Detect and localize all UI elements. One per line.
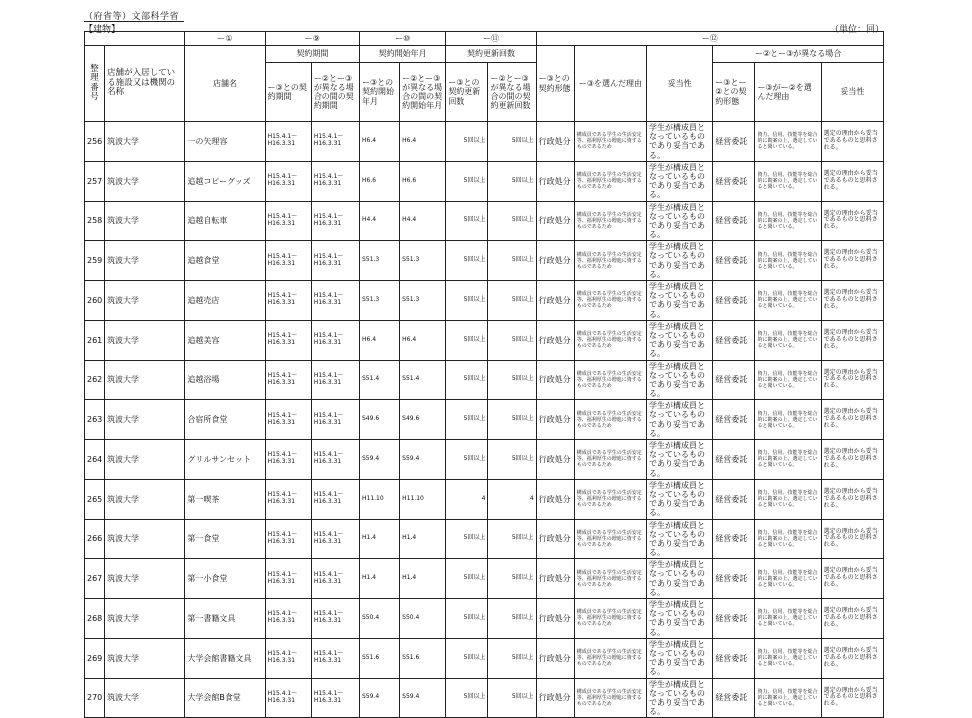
table-row	[85, 281, 884, 321]
cell-form: 行政処分	[536, 559, 574, 599]
cell-s1: H6.6	[360, 161, 400, 201]
cell-dform: 経営委託	[713, 320, 755, 360]
cell-shop: 大学会館書籍文具	[185, 638, 265, 678]
table-row	[85, 360, 884, 400]
cell-dvalid: 選定の理由から妥当であるものと思料される。	[821, 519, 883, 559]
cell-org: 筑波大学	[105, 281, 185, 321]
col-header-r1: ー③との契約更新回数	[446, 63, 488, 122]
cell-r1: 5回以上	[446, 241, 488, 281]
cell-r2: 5回以上	[488, 400, 536, 440]
header-row-mid	[85, 46, 884, 63]
blank-header-cell	[85, 32, 185, 46]
cell-p1: H15.4.1～H16.3.31	[265, 638, 311, 678]
cell-valid: 学生が構成員となっているものであり妥当である。	[647, 519, 713, 559]
cell-reason: 構成員である学生の生活安定等、福利厚生の増進に資するものであるため	[574, 678, 646, 718]
cell-p2: H15.4.1～H16.3.31	[311, 400, 359, 440]
cell-dform: 経営委託	[713, 479, 755, 519]
cell-s1: S50.4	[360, 599, 400, 639]
cell-reason: 構成員である学生の生活安定等、福利厚生の増進に資するものであるため	[574, 599, 646, 639]
cell-dvalid: 選定の理由から妥当であるものと思料される。	[821, 440, 883, 480]
cell-dform: 経営委託	[713, 559, 755, 599]
cell-no: 258	[85, 201, 105, 241]
cell-org: 筑波大学	[105, 440, 185, 480]
cell-valid: 学生が構成員となっているものであり妥当である。	[647, 241, 713, 281]
cell-shop: グリルサンセット	[185, 440, 265, 480]
cell-form: 行政処分	[536, 320, 574, 360]
cell-valid: 学生が構成員となっているものであり妥当である。	[647, 281, 713, 321]
cell-s1: S49.6	[360, 400, 400, 440]
cell-no: 270	[85, 678, 105, 718]
col-header-s1: ー③との契約開始年月	[360, 63, 400, 122]
col-header-diff: ー②とー③が異なる場合	[713, 46, 884, 63]
table-row	[85, 122, 884, 162]
cell-shop: 大学会館B食堂	[185, 678, 265, 718]
cell-dvalid: 選定の理由から妥当であるものと思料される。	[821, 559, 883, 599]
cell-dreason: 資力、信用、技能等を総合的に勘案の上、選定していると聞いている。	[755, 519, 821, 559]
cell-no: 267	[85, 559, 105, 599]
cell-form: 行政処分	[536, 479, 574, 519]
cell-valid: 学生が構成員となっているものであり妥当である。	[647, 320, 713, 360]
cell-org: 筑波大学	[105, 559, 185, 599]
cell-r2: 5回以上	[488, 360, 536, 400]
cell-valid: 学生が構成員となっているものであり妥当である。	[647, 559, 713, 599]
cell-s2: H4.4	[400, 201, 446, 241]
col-header-c12: ー⑫	[536, 32, 883, 46]
cell-dvalid: 選定の理由から妥当であるものと思料される。	[821, 638, 883, 678]
cell-s1: H6.4	[360, 320, 400, 360]
col-header-renew: 契約更新回数	[446, 46, 536, 63]
cell-dvalid: 選定の理由から妥当であるものと思料される。	[821, 122, 883, 162]
cell-form: 行政処分	[536, 122, 574, 162]
cell-valid: 学生が構成員となっているものであり妥当である。	[647, 479, 713, 519]
cell-dreason: 資力、信用、技能等を総合的に勘案の上、選定していると聞いている。	[755, 241, 821, 281]
cell-s2: S49.6	[400, 400, 446, 440]
cell-shop: 追越売店	[185, 281, 265, 321]
cell-dreason: 資力、信用、技能等を総合的に勘案の上、選定していると聞いている。	[755, 400, 821, 440]
cell-form: 行政処分	[536, 241, 574, 281]
cell-s1: S59.4	[360, 440, 400, 480]
cell-r2: 5回以上	[488, 559, 536, 599]
cell-form: 行政処分	[536, 360, 574, 400]
cell-dreason: 資力、信用、技能等を総合的に勘案の上、選定していると聞いている。	[755, 599, 821, 639]
cell-p2: H15.4.1～H16.3.31	[311, 161, 359, 201]
cell-r1: 5回以上	[446, 201, 488, 241]
cell-p2: H15.4.1～H16.3.31	[311, 519, 359, 559]
cell-reason: 構成員である学生の生活安定等、福利厚生の増進に資するものであるため	[574, 440, 646, 480]
cell-dreason: 資力、信用、技能等を総合的に勘案の上、選定していると聞いている。	[755, 320, 821, 360]
cell-p2: H15.4.1～H16.3.31	[311, 241, 359, 281]
cell-dform: 経営委託	[713, 201, 755, 241]
col-header-period: 契約期間	[265, 46, 359, 63]
cell-form: 行政処分	[536, 440, 574, 480]
cell-r2: 5回以上	[488, 638, 536, 678]
cell-form: 行政処分	[536, 599, 574, 639]
cell-form: 行政処分	[536, 678, 574, 718]
col-header-shop: 店舗名	[185, 46, 265, 122]
cell-s1: S51.3	[360, 281, 400, 321]
cell-dreason: 資力、信用、技能等を総合的に勘案の上、選定していると聞いている。	[755, 638, 821, 678]
cell-r1: 5回以上	[446, 519, 488, 559]
cell-p1: H15.4.1～H16.3.31	[265, 122, 311, 162]
table-row	[85, 440, 884, 480]
cell-dreason: 資力、信用、技能等を総合的に勘案の上、選定していると聞いている。	[755, 678, 821, 718]
cell-no: 256	[85, 122, 105, 162]
cell-dform: 経営委託	[713, 122, 755, 162]
cell-dreason: 資力、信用、技能等を総合的に勘案の上、選定していると聞いている。	[755, 161, 821, 201]
cell-r2: 4	[488, 479, 536, 519]
cell-org: 筑波大学	[105, 400, 185, 440]
cell-dvalid: 選定の理由から妥当であるものと思料される。	[821, 479, 883, 519]
col-header-reason: ー③を選んだ理由	[574, 46, 646, 122]
cell-no: 264	[85, 440, 105, 480]
cell-shop: 追越美容	[185, 320, 265, 360]
cell-s2: S51.4	[400, 360, 446, 400]
col-header-p2: ー②とー③が異なる場合の間の契約期間	[311, 63, 359, 122]
cell-dvalid: 選定の理由から妥当であるものと思料される。	[821, 201, 883, 241]
cell-r1: 5回以上	[446, 320, 488, 360]
cell-valid: 学生が構成員となっているものであり妥当である。	[647, 400, 713, 440]
cell-dreason: 資力、信用、技能等を総合的に勘案の上、選定していると聞いている。	[755, 281, 821, 321]
cell-shop: 第一小食堂	[185, 559, 265, 599]
cell-s1: H4.4	[360, 201, 400, 241]
cell-p1: H15.4.1～H16.3.31	[265, 599, 311, 639]
cell-r1: 5回以上	[446, 400, 488, 440]
table-row	[85, 678, 884, 718]
cell-dvalid: 選定の理由から妥当であるものと思料される。	[821, 599, 883, 639]
cell-reason: 構成員である学生の生活安定等、福利厚生の増進に資するものであるため	[574, 161, 646, 201]
cell-p1: H15.4.1～H16.3.31	[265, 320, 311, 360]
col-header-start: 契約開始年月	[360, 46, 446, 63]
cell-r1: 5回以上	[446, 678, 488, 718]
cell-dform: 経営委託	[713, 440, 755, 480]
cell-dform: 経営委託	[713, 400, 755, 440]
cell-dform: 経営委託	[713, 599, 755, 639]
cell-dreason: 資力、信用、技能等を総合的に勘案の上、選定していると聞いている。	[755, 440, 821, 480]
cell-dvalid: 選定の理由から妥当であるものと思料される。	[821, 161, 883, 201]
cell-p2: H15.4.1～H16.3.31	[311, 678, 359, 718]
cell-r2: 5回以上	[488, 241, 536, 281]
cell-org: 筑波大学	[105, 599, 185, 639]
table-row	[85, 559, 884, 599]
cell-p1: H15.4.1～H16.3.31	[265, 161, 311, 201]
cell-s1: H11.10	[360, 479, 400, 519]
cell-reason: 構成員である学生の生活安定等、福利厚生の増進に資するものであるため	[574, 320, 646, 360]
cell-s2: H6.6	[400, 161, 446, 201]
cell-dvalid: 選定の理由から妥当であるものと思料される。	[821, 360, 883, 400]
col-header-form: ー③との契約形態	[536, 46, 574, 122]
cell-dreason: 資力、信用、技能等を総合的に勘案の上、選定していると聞いている。	[755, 201, 821, 241]
cell-p2: H15.4.1～H16.3.31	[311, 599, 359, 639]
cell-p1: H15.4.1～H16.3.31	[265, 519, 311, 559]
cell-shop: 追越コピーグッズ	[185, 161, 265, 201]
cell-no: 257	[85, 161, 105, 201]
cell-org: 筑波大学	[105, 201, 185, 241]
unit-label: （単位：回）	[829, 25, 884, 35]
cell-dreason: 資力、信用、技能等を総合的に勘案の上、選定していると聞いている。	[755, 559, 821, 599]
cell-p2: H15.4.1～H16.3.31	[311, 479, 359, 519]
cell-s1: H6.4	[360, 122, 400, 162]
cell-reason: 構成員である学生の生活安定等、福利厚生の増進に資するものであるため	[574, 360, 646, 400]
table-row	[85, 241, 884, 281]
cell-dform: 経営委託	[713, 519, 755, 559]
cell-valid: 学生が構成員となっているものであり妥当である。	[647, 678, 713, 718]
cell-s2: S51.3	[400, 241, 446, 281]
cell-dvalid: 選定の理由から妥当であるものと思料される。	[821, 678, 883, 718]
cell-p2: H15.4.1～H16.3.31	[311, 559, 359, 599]
cell-s1: H1.4	[360, 559, 400, 599]
cell-r1: 5回以上	[446, 360, 488, 400]
cell-valid: 学生が構成員となっているものであり妥当である。	[647, 440, 713, 480]
cell-s1: S51.3	[360, 241, 400, 281]
cell-dvalid: 選定の理由から妥当であるものと思料される。	[821, 320, 883, 360]
contract-table	[84, 31, 884, 718]
col-header-p1: ー③との契約期間	[265, 63, 311, 122]
cell-r2: 5回以上	[488, 599, 536, 639]
cell-shop: 第一書籍文具	[185, 599, 265, 639]
cell-no: 260	[85, 281, 105, 321]
cell-r1: 5回以上	[446, 161, 488, 201]
cell-s2: H1.4	[400, 519, 446, 559]
table-row	[85, 201, 884, 241]
cell-reason: 構成員である学生の生活安定等、福利厚生の増進に資するものであるため	[574, 638, 646, 678]
table-row	[85, 479, 884, 519]
cell-r1: 5回以上	[446, 440, 488, 480]
cell-p2: H15.4.1～H16.3.31	[311, 440, 359, 480]
category-label: 【建物】	[84, 25, 121, 35]
col-header-c1: ー①	[185, 32, 265, 46]
cell-dreason: 資力、信用、技能等を総合的に勘案の上、選定していると聞いている。	[755, 360, 821, 400]
org-label: （府省等）文部科学省	[84, 12, 180, 22]
cell-p2: H15.4.1～H16.3.31	[311, 320, 359, 360]
col-header-dvalid: 妥当性	[821, 63, 883, 122]
cell-form: 行政処分	[536, 161, 574, 201]
cell-r1: 5回以上	[446, 599, 488, 639]
col-header-org: 店舗が入居している施設又は機関の名称	[105, 46, 185, 122]
cell-no: 262	[85, 360, 105, 400]
cell-p1: H15.4.1～H16.3.31	[265, 479, 311, 519]
cell-p2: H15.4.1～H16.3.31	[311, 122, 359, 162]
cell-dform: 経営委託	[713, 241, 755, 281]
cell-dform: 経営委託	[713, 678, 755, 718]
header-row-top	[85, 32, 884, 46]
cell-org: 筑波大学	[105, 161, 185, 201]
cell-p2: H15.4.1～H16.3.31	[311, 360, 359, 400]
cell-s2: S51.3	[400, 281, 446, 321]
table-row	[85, 519, 884, 559]
col-header-c11: ー⑪	[446, 32, 536, 46]
cell-reason: 構成員である学生の生活安定等、福利厚生の増進に資するものであるため	[574, 281, 646, 321]
cell-reason: 構成員である学生の生活安定等、福利厚生の増進に資するものであるため	[574, 201, 646, 241]
cell-shop: 追越浴場	[185, 360, 265, 400]
cell-reason: 構成員である学生の生活安定等、福利厚生の増進に資するものであるため	[574, 559, 646, 599]
cell-s2: H6.4	[400, 122, 446, 162]
cell-form: 行政処分	[536, 201, 574, 241]
cell-dvalid: 選定の理由から妥当であるものと思料される。	[821, 281, 883, 321]
cell-p1: H15.4.1～H16.3.31	[265, 400, 311, 440]
cell-r1: 4	[446, 479, 488, 519]
cell-r1: 5回以上	[446, 638, 488, 678]
cell-no: 266	[85, 519, 105, 559]
cell-dform: 経営委託	[713, 281, 755, 321]
cell-valid: 学生が構成員となっているものであり妥当である。	[647, 201, 713, 241]
cell-r2: 5回以上	[488, 440, 536, 480]
cell-valid: 学生が構成員となっているものであり妥当である。	[647, 599, 713, 639]
cell-dform: 経営委託	[713, 161, 755, 201]
cell-dvalid: 選定の理由から妥当であるものと思料される。	[821, 400, 883, 440]
col-header-dreason: ー③がー②を選んだ理由	[755, 63, 821, 122]
cell-r2: 5回以上	[488, 161, 536, 201]
cell-p2: H15.4.1～H16.3.31	[311, 281, 359, 321]
col-header-s2: ー②とー③が異なる場合の間の契約開始年月	[400, 63, 446, 122]
cell-s2: S59.4	[400, 678, 446, 718]
cell-valid: 学生が構成員となっているものであり妥当である。	[647, 122, 713, 162]
table-row	[85, 638, 884, 678]
cell-p1: H15.4.1～H16.3.31	[265, 281, 311, 321]
cell-form: 行政処分	[536, 281, 574, 321]
cell-reason: 構成員である学生の生活安定等、福利厚生の増進に資するものであるため	[574, 241, 646, 281]
cell-valid: 学生が構成員となっているものであり妥当である。	[647, 638, 713, 678]
cell-s1: S51.4	[360, 360, 400, 400]
cell-no: 268	[85, 599, 105, 639]
cell-p1: H15.4.1～H16.3.31	[265, 241, 311, 281]
cell-r1: 5回以上	[446, 559, 488, 599]
cell-org: 筑波大学	[105, 638, 185, 678]
cell-r2: 5回以上	[488, 519, 536, 559]
col-header-dform: ー③とー②との契約形態	[713, 63, 755, 122]
cell-valid: 学生が構成員となっているものであり妥当である。	[647, 360, 713, 400]
cell-org: 筑波大学	[105, 122, 185, 162]
cell-reason: 構成員である学生の生活安定等、福利厚生の増進に資するものであるため	[574, 519, 646, 559]
col-header-no: 整理番号	[85, 46, 105, 122]
cell-s1: H1.4	[360, 519, 400, 559]
cell-r2: 5回以上	[488, 201, 536, 241]
cell-no: 259	[85, 241, 105, 281]
cell-reason: 構成員である学生の生活安定等、福利厚生の増進に資するものであるため	[574, 400, 646, 440]
cell-s1: S59.4	[360, 678, 400, 718]
cell-dreason: 資力、信用、技能等を総合的に勘案の上、選定していると聞いている。	[755, 122, 821, 162]
cell-p1: H15.4.1～H16.3.31	[265, 201, 311, 241]
col-header-c10: ー⑩	[360, 32, 446, 46]
cell-dreason: 資力、信用、技能等を総合的に勘案の上、選定していると聞いている。	[755, 479, 821, 519]
cell-p2: H15.4.1～H16.3.31	[311, 201, 359, 241]
cell-form: 行政処分	[536, 400, 574, 440]
cell-org: 筑波大学	[105, 320, 185, 360]
col-header-valid: 妥当性	[647, 46, 713, 122]
cell-shop: 合宿所食堂	[185, 400, 265, 440]
col-header-c9: ー⑨	[265, 32, 359, 46]
table-row	[85, 599, 884, 639]
cell-s1: S51.6	[360, 638, 400, 678]
table-row	[85, 320, 884, 360]
cell-org: 筑波大学	[105, 678, 185, 718]
table-row	[85, 400, 884, 440]
cell-r2: 5回以上	[488, 122, 536, 162]
cell-shop: 第一食堂	[185, 519, 265, 559]
cell-reason: 構成員である学生の生活安定等、福利厚生の増進に資するものであるため	[574, 122, 646, 162]
cell-form: 行政処分	[536, 638, 574, 678]
cell-r1: 5回以上	[446, 281, 488, 321]
cell-reason: 構成員である学生の生活安定等、福利厚生の増進に資するものであるため	[574, 479, 646, 519]
cell-shop: 一の矢理容	[185, 122, 265, 162]
cell-no: 269	[85, 638, 105, 678]
cell-r2: 5回以上	[488, 281, 536, 321]
cell-p2: H15.4.1～H16.3.31	[311, 638, 359, 678]
cell-shop: 第一喫茶	[185, 479, 265, 519]
cell-p1: H15.4.1～H16.3.31	[265, 559, 311, 599]
cell-shop: 追越自転車	[185, 201, 265, 241]
cell-s2: S51.6	[400, 638, 446, 678]
col-header-r2: ー②とー③が異なる場合の間の契約更新回数	[488, 63, 536, 122]
cell-shop: 追越食堂	[185, 241, 265, 281]
cell-s2: H1.4	[400, 559, 446, 599]
cell-p1: H15.4.1～H16.3.31	[265, 678, 311, 718]
table-row	[85, 161, 884, 201]
cell-s2: H6.4	[400, 320, 446, 360]
cell-r2: 5回以上	[488, 678, 536, 718]
cell-dform: 経営委託	[713, 360, 755, 400]
cell-p1: H15.4.1～H16.3.31	[265, 440, 311, 480]
cell-dform: 経営委託	[713, 638, 755, 678]
cell-r1: 5回以上	[446, 122, 488, 162]
cell-form: 行政処分	[536, 519, 574, 559]
cell-org: 筑波大学	[105, 360, 185, 400]
cell-org: 筑波大学	[105, 241, 185, 281]
cell-s2: H11.10	[400, 479, 446, 519]
cell-dvalid: 選定の理由から妥当であるものと思料される。	[821, 241, 883, 281]
cell-no: 263	[85, 400, 105, 440]
cell-no: 261	[85, 320, 105, 360]
cell-s2: S50.4	[400, 599, 446, 639]
cell-p1: H15.4.1～H16.3.31	[265, 360, 311, 400]
cell-org: 筑波大学	[105, 479, 185, 519]
cell-s2: S59.4	[400, 440, 446, 480]
cell-org: 筑波大学	[105, 519, 185, 559]
cell-valid: 学生が構成員となっているものであり妥当である。	[647, 161, 713, 201]
cell-no: 265	[85, 479, 105, 519]
cell-r2: 5回以上	[488, 320, 536, 360]
